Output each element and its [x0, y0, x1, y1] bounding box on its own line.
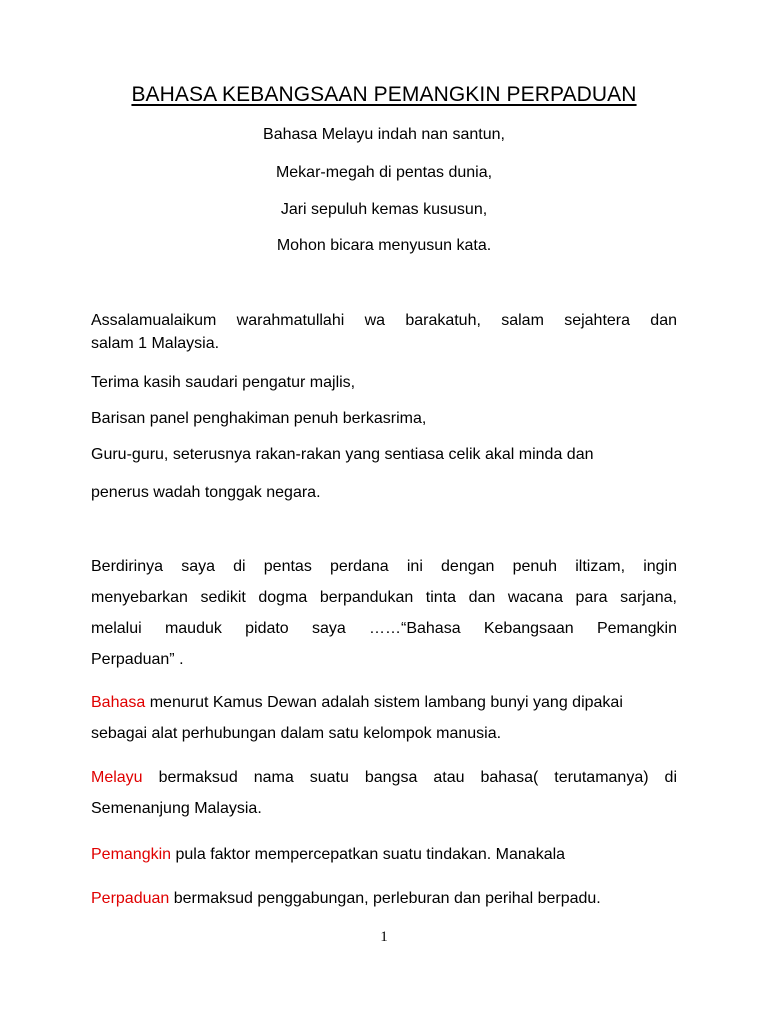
definition-pemangkin-line — [91, 845, 677, 865]
document-title: BAHASA KEBANGSAAN PEMANGKIN PERPADUAN — [131, 83, 637, 106]
verse-line-1: Bahasa Melayu indah nan santun, — [263, 126, 505, 143]
definition-melayu-text: bermaksud nama suatu bangsa atau bahasa( terutamanya) di — [142, 769, 677, 786]
intro-line-3: melalui mauduk pidato saya ……“Bahasa Kebangsaan Pemangkin — [91, 620, 677, 637]
definition-melayu-line-2: Semenanjung Malaysia. — [91, 800, 262, 817]
verse-line-4: Mohon bicara menyusun kata. — [276, 237, 492, 254]
verse-line-2: Mekar-megah di pentas dunia, — [275, 164, 493, 181]
term-bahasa: Bahasa — [91, 694, 146, 711]
term-pemangkin: Pemangkin — [91, 846, 172, 863]
definition-perpaduan-text: bermaksud penggabungan, perleburan dan perihal berpadu. — [169, 890, 601, 907]
definition-bahasa-text: menurut Kamus Dewan adalah sistem lambang bunyi yang dipakai — [145, 694, 623, 711]
panel-line: Barisan panel penghakiman penuh berkasrima, — [91, 410, 427, 427]
successors-line: penerus wadah tonggak negara. — [91, 484, 321, 501]
definition-bahasa-line-1 — [91, 693, 677, 713]
definition-pemangkin-text: pula faktor mempercepatkan suatu tindakan. Manakala — [171, 846, 566, 863]
teachers-line: Guru-guru, seterusnya rakan-rakan yang sentiasa celik akal minda dan — [91, 446, 594, 463]
intro-line-1: Berdirinya saya di pentas perdana ini dengan penuh iltizam, ingin — [91, 558, 677, 575]
term-melayu: Melayu — [91, 769, 143, 786]
term-perpaduan: Perpaduan — [91, 890, 170, 907]
salam-line-2: salam 1 Malaysia. — [91, 335, 220, 352]
intro-line-2: menyebarkan sedikit dogma berpandukan tinta dan wacana para sarjana, — [91, 589, 677, 606]
thanks-line: Terima kasih saudari pengatur majlis, — [91, 374, 356, 391]
definition-perpaduan-line — [91, 889, 677, 909]
definition-bahasa-line-2: sebagai alat perhubungan dalam satu kelompok manusia. — [91, 725, 502, 742]
verse-line-3: Jari sepuluh kemas kususun, — [280, 201, 488, 218]
page-number: 1 — [380, 929, 388, 945]
definition-melayu-line-1 — [91, 768, 677, 788]
salam-line-1: Assalamualaikum warahmatullahi wa barakatuh, salam sejahtera dan — [91, 312, 677, 329]
intro-line-4: Perpaduan” . — [91, 651, 184, 668]
